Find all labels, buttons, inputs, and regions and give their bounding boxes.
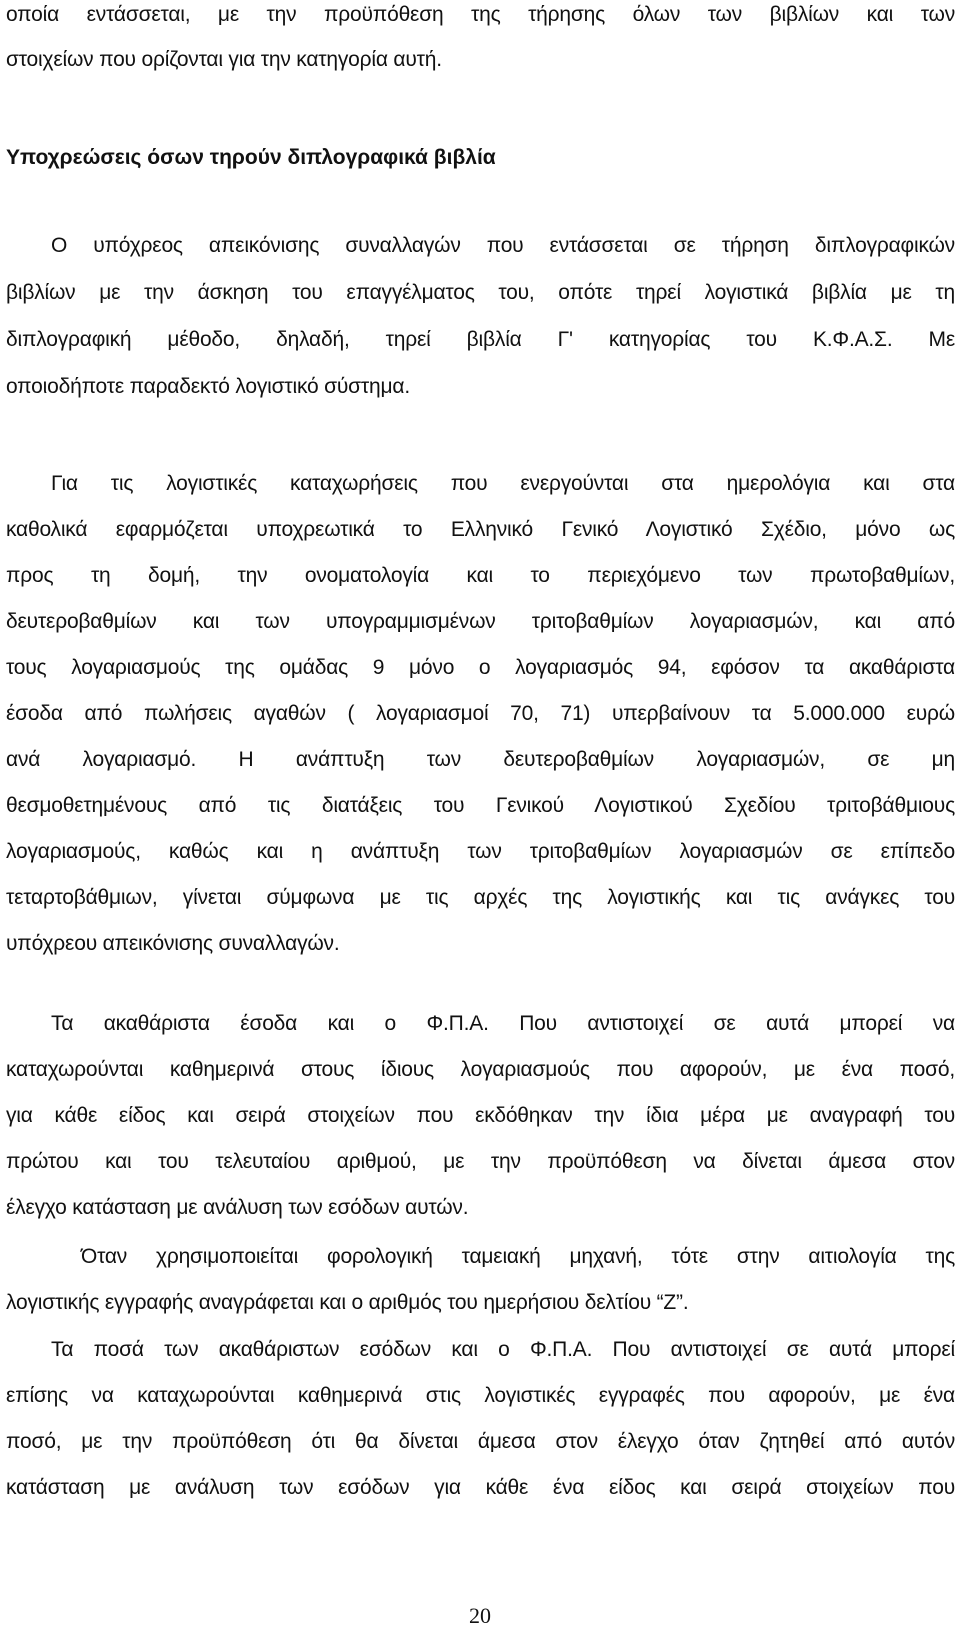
paragraph-1: [6, 231, 955, 402]
text-line: λογαριασμούς, καθώς και η ανάπτυξη των τριτοβαθμίων λογαριασμών σε επίπεδο: [6, 840, 955, 863]
text-line: υπόχρεου απεικόνισης συναλλαγών.: [6, 932, 340, 955]
paragraph-4: [6, 1242, 955, 1318]
text-line: λογιστικής εγγραφής αναγράφεται και ο αριθμός του ημερήσιου δελτίου “Ζ”.: [6, 1291, 689, 1314]
text-line: κατάσταση με ανάλυση των εσόδων για κάθε ένα είδος και σειρά στοιχείων που: [6, 1476, 955, 1499]
text-line: έλεγχο κατάσταση με ανάλυση των εσόδων αυτών.: [6, 1196, 469, 1219]
text-line: διπλογραφική μέθοδο, δηλαδή, τηρεί βιβλία Γ' κατηγορίας του Κ.Φ.Α.Σ. Με: [6, 328, 955, 351]
text-line: βιβλίων με την άσκηση του επαγγέλματος του, οπότε τηρεί λογιστικά βιβλία με τη: [6, 281, 955, 304]
text-line: προς τη δομή, την ονοματολογία και το περιεχόμενο των πρωτοβαθμίων,: [6, 564, 955, 587]
intro-paragraph: [6, 0, 955, 75]
text-line: ανά λογαριασμό. Η ανάπτυξη των δευτεροβαθμίων λογαριασμών, σε μη: [6, 748, 955, 771]
text-line: Τα ακαθάριστα έσοδα και ο Φ.Π.Α. Που αντιστοιχεί σε αυτά μπορεί να: [51, 1012, 955, 1035]
text-line: οποία εντάσσεται, με την προϋπόθεση της τήρησης όλων των βιβλίων και των: [6, 3, 955, 26]
paragraph-2: [6, 469, 955, 959]
text-line: καθολικά εφαρμόζεται υποχρεωτικά το Ελληνικό Γενικό Λογιστικό Σχέδιο, μόνο ως: [6, 518, 955, 541]
text-line: Τα ποσά των ακαθάριστων εσόδων και ο Φ.Π.Α. Που αντιστοιχεί σε αυτά μπορεί: [51, 1338, 955, 1361]
text-line: έσοδα από πωλήσεις αγαθών ( λογαριασμοί 70, 71) υπερβαίνουν τα 5.000.000 ευρώ: [6, 702, 955, 725]
text-line: Για τις λογιστικές καταχωρήσεις που ενεργούνται στα ημερολόγια και στα: [51, 472, 955, 495]
text-line: τεταρτοβάθμιων, γίνεται σύμφωνα με τις αρχές της λογιστικής και τις ανάγκες του: [6, 886, 955, 909]
text-line: οποιοδήποτε παραδεκτό λογιστικό σύστημα.: [6, 375, 410, 398]
text-line: στοιχείων που ορίζονται για την κατηγορία αυτή.: [6, 48, 442, 71]
text-line: Όταν χρησιμοποιείται φορολογική ταμειακή μηχανή, τότε στην αιτιολογία της: [81, 1245, 955, 1268]
paragraph-3: [6, 1009, 955, 1223]
text-line: ποσό, με την προϋπόθεση ότι θα δίνεται άμεσα στον έλεγχο όταν ζητηθεί από αυτόν: [6, 1430, 955, 1453]
text-line: Ο υπόχρεος απεικόνισης συναλλαγών που εντάσσεται σε τήρηση διπλογραφικών: [51, 234, 955, 257]
page-number: 20: [469, 1603, 491, 1628]
text-line: καταχωρούνται καθημερινά στους ίδιους λογαριασμούς που αφορούν, με ένα ποσό,: [6, 1058, 955, 1081]
section-heading: Υποχρεώσεις όσων τηρούν διπλογραφικά βιβλία: [6, 146, 496, 169]
text-line: θεσμοθετημένους από τις διατάξεις του Γενικού Λογιστικού Σχεδίου τριτοβάθμιους: [6, 794, 955, 817]
paragraph-5: [6, 1335, 955, 1503]
text-line: για κάθε είδος και σειρά στοιχείων που εκδόθηκαν την ίδια μέρα με αναγραφή του: [6, 1104, 955, 1127]
text-line: δευτεροβαθμίων και των υπογραμμισμένων τριτοβαθμίων λογαριασμών, και από: [6, 610, 955, 633]
text-line: πρώτου και του τελευταίου αριθμού, με την προϋπόθεση να δίνεται άμεσα στον: [6, 1150, 955, 1173]
text-line: τους λογαριασμούς της ομάδας 9 μόνο ο λογαριασμός 94, εφόσον τα ακαθάριστα: [6, 656, 955, 679]
text-line: επίσης να καταχωρούνται καθημερινά στις λογιστικές εγγραφές που αφορούν, με ένα: [6, 1384, 955, 1407]
